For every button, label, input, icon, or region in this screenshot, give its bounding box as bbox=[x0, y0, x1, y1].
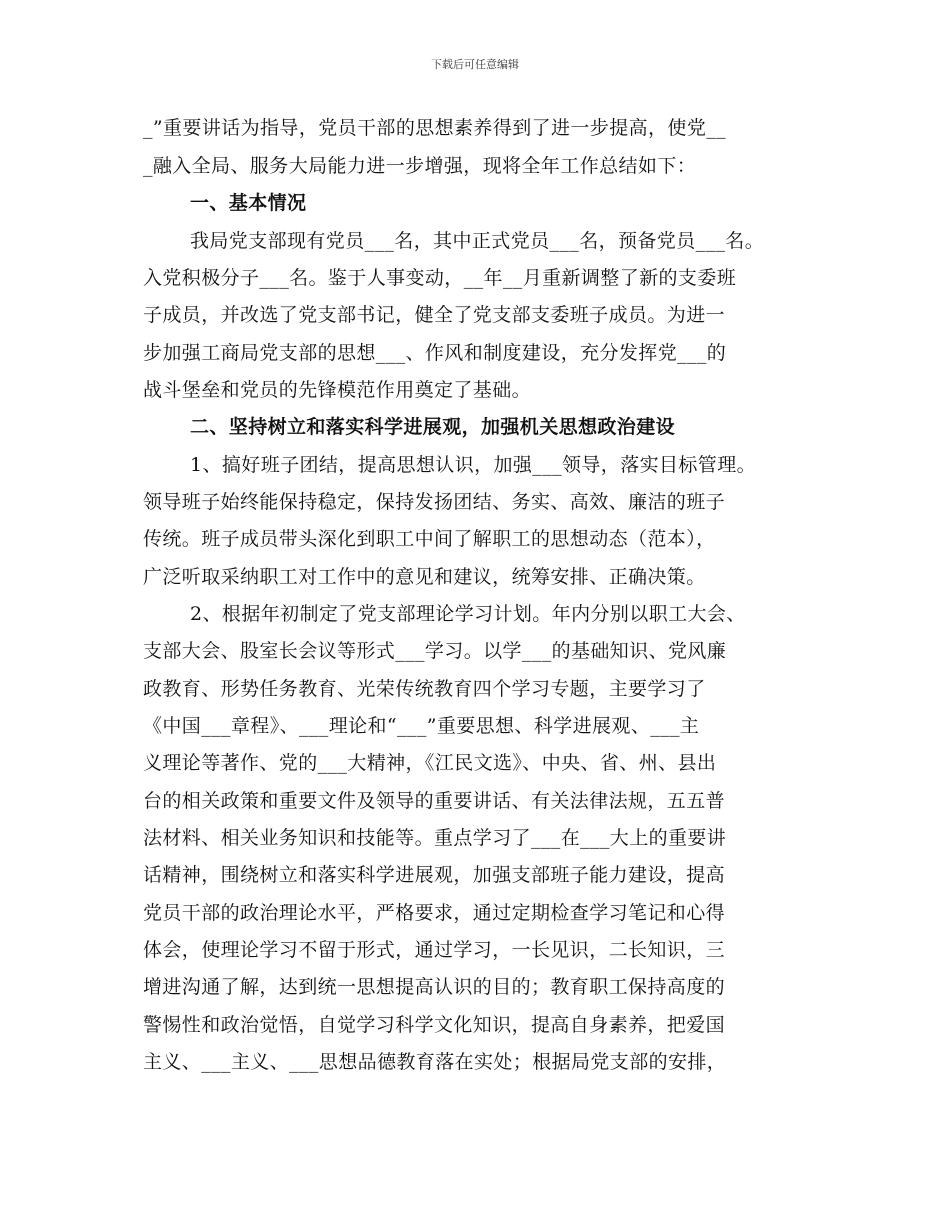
text-line: 警惕性和政治觉悟，自觉学习科学文化知识，提高自身素养，把爱国 bbox=[143, 1014, 726, 1036]
text-line: 政教育、形势任务教育、光荣传统教育四个学习专题，主要学习了 bbox=[143, 678, 706, 700]
section-heading-basic: 一、基本情况 bbox=[190, 192, 307, 214]
text-line: 1、搞好班子团结，提高思想认识，加强___领导，落实目标管理。 bbox=[190, 454, 756, 476]
text-line: _融入全局、服务大局能力进一步增强，现将全年工作总结如下： bbox=[143, 155, 697, 177]
text-line: 义理论等著作、党的___大精神，《江民文选》、中央、省、州、县出 bbox=[143, 752, 717, 774]
text-line: 步加强工商局党支部的思想___、作风和制度建设，充分发挥党___的 bbox=[143, 342, 727, 364]
text-line: 党员干部的政治理论水平，严格要求，通过定期检查学习笔记和心得 bbox=[143, 902, 726, 924]
text-line: 我局党支部现有党员___名，其中正式党员___名，预备党员___名。 bbox=[190, 230, 765, 252]
text-line: 体会，使理论学习不留于形式，通过学习，一长见识，二长知识，三 bbox=[143, 939, 726, 961]
text-line: 2、根据年初制定了党支部理论学习计划。年内分别以职工大会、 bbox=[190, 603, 746, 625]
text-line: 法材料、相关业务知识和技能等。重点学习了___在___大上的重要讲 bbox=[143, 827, 727, 849]
text-line: 战斗堡垒和党员的先锋模范作用奠定了基础。 bbox=[143, 379, 532, 401]
text-line: 广泛听取采纳职工对工作中的意见和建议，统筹安排、正确决策。 bbox=[143, 566, 706, 588]
section-heading-two: 二、坚持树立和落实科学进展观，加强机关思想政治建设 bbox=[190, 416, 676, 438]
text-line: 传统。班子成员带头深化到职工中间了解职工的思想动态（范本）， bbox=[143, 528, 716, 550]
text-line: 台的相关政策和重要文件及领导的重要讲话、有关法律法规，五五普 bbox=[143, 790, 726, 812]
text-line: 话精神，围绕树立和落实科学进展观，加强支部班子能力建设，提高 bbox=[143, 864, 726, 886]
text-line: 入党积极分子___名。鉴于人事变动，__年__月重新调整了新的支委班 bbox=[143, 267, 737, 289]
text-line: 子成员，并改选了党支部书记，健全了党支部支委班子成员。为进一 bbox=[143, 304, 726, 326]
text-line: _”重要讲话为指导，党员干部的思想素养得到了进一步提高，使党__ bbox=[143, 117, 727, 139]
text-line: 增进沟通了解，达到统一思想提高认识的目的；教育职工保持高度的 bbox=[143, 976, 726, 998]
text-line: 支部大会、股室长会议等形式___学习。以学___的基础知识、党风廉 bbox=[143, 640, 727, 662]
text-line: 领导班子始终能保持稳定，保持发扬团结、务实、高效、廉洁的班子 bbox=[143, 491, 726, 513]
header-note: 下载后可任意编辑 bbox=[431, 58, 519, 71]
text-line: 主义、___主义、___思想品德教育落在实处；根据局党支部的安排， bbox=[143, 1051, 727, 1073]
text-line: 《中国___章程》、___理论和“___”重要思想、科学进展观、___主 bbox=[143, 715, 700, 737]
